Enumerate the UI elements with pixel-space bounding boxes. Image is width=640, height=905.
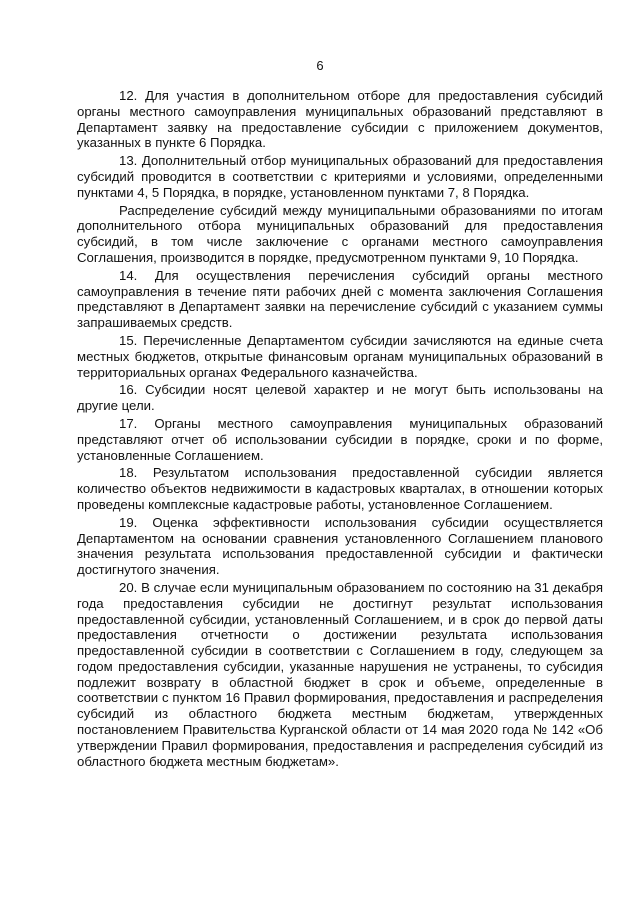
paragraph-18: 18. Результатом использования предоставленной субсидии является количество объектов недвижимости в кадастровых кварталах, в отношении которых проведены комплексные кадастровые работы, установленное Соглашением.: [77, 465, 603, 512]
paragraph-16: 16. Субсидии носят целевой характер и не могут быть использованы на другие цели.: [77, 382, 603, 414]
paragraph-13: 13. Дополнительный отбор муниципальных образований для предоставления субсидий проводится в соответствии с критериями и условиями, определенными пунктами 4, 5 Порядка, в порядке, установленном пунктами 7, 8 Порядка.: [77, 153, 603, 200]
paragraph-14: 14. Для осуществления перечисления субсидий органы местного самоуправления в течение пяти рабочих дней с момента заключения Соглашения представляют в Департамент заявки на перечисление субсидий с указанием суммы запрашиваемых средств.: [77, 267, 603, 331]
paragraph-20: 20. В случае если муниципальным образованием по состоянию на 31 декабря года предоставления субсидии не достигнут результат использования предоставленной субсидии, установленный Соглашением, и в срок до первой даты предоставления отчетности о достижении результата использования предоставленной субсидии в соответствии с Соглашением в году, следующем за годом предоставления субсидии, указанные нарушения не устранены, то субсидия подлежит возврату в областной бюджет в срок и объеме, определенные в соответствии с пунктом 16 Правил формирования, предоставления и распределения субсидий из областного бюджета местным бюджетам, утвержденных постановлением Правительства Курганской области от 14 мая 2020 года № 142 «Об утверждении Правил формирования, предоставления и распределения субсидий из областного бюджета местным бюджетам».: [77, 579, 603, 769]
paragraph-12: 12. Для участия в дополнительном отборе для предоставления субсидий органы местного самоуправления муниципальных образований представляют в Департамент заявку на предоставление субсидии с приложением документов, указанных в пункте 6 Порядка.: [77, 88, 603, 151]
paragraph-13-distribution: Распределение субсидий между муниципальными образованиями по итогам дополнительного отбора муниципальных образований для предоставления субсидий, в том числе заключение с органами местного самоуправления Соглашения, производится в порядке, предусмотренном пунктами 9, 10 Порядка.: [77, 202, 603, 265]
paragraph-17: 17. Органы местного самоуправления муниципальных образований представляют отчет об использовании субсидии в порядке, сроки и по форме, установленные Соглашением.: [77, 415, 603, 463]
paragraph-19: 19. Оценка эффективности использования субсидии осуществляется Департаментом на основании сравнения установленного Соглашением планового значения результата использования предоставленной субсидии и фактически достигнутого значения.: [77, 514, 603, 578]
page-number: 6: [316, 58, 324, 73]
paragraph-15: 15. Перечисленные Департаментом субсидии зачисляются на единые счета местных бюджетов, открытые финансовым органам муниципальных образований в территориальных органах Федерального казначейства.: [77, 332, 603, 380]
document-body: [77, 88, 603, 771]
